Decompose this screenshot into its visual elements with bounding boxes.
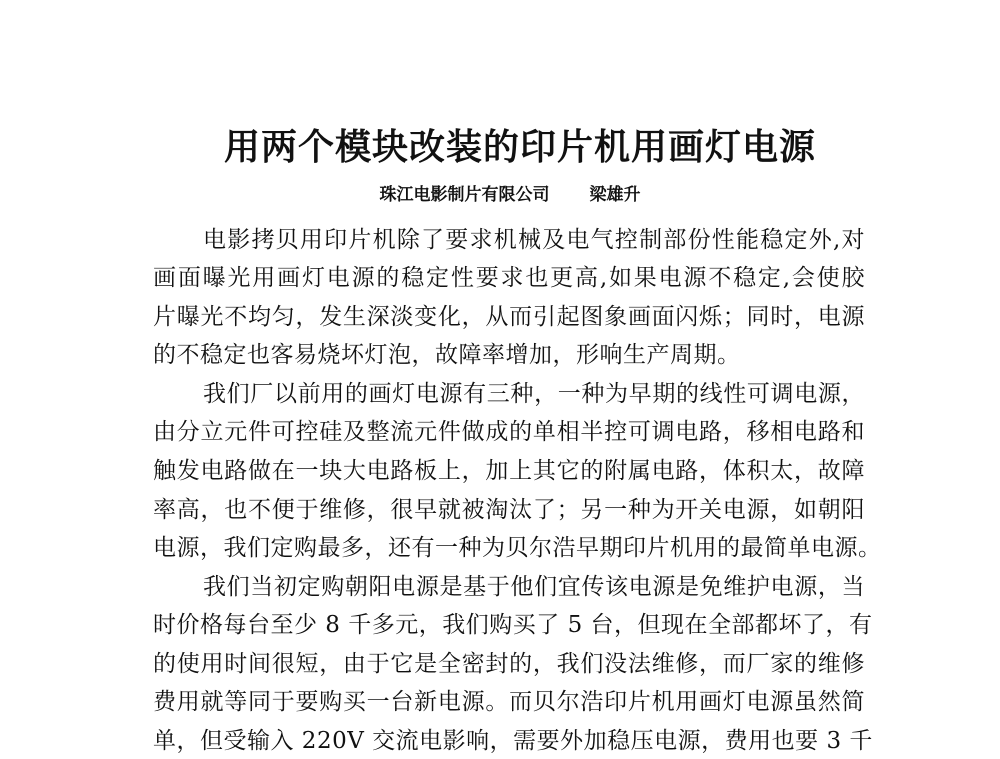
paragraph-2-line-3: 触发电路做在一块大电路板上，加上其它的附属电路，体积太，故障 xyxy=(153,458,865,484)
paragraph-1-line-4: 的不稳定也客易烧坏灯泡，故障率增加，形响生产周期。 xyxy=(153,342,741,368)
paragraph-3-line-2: 时价格每台至少 8 千多元，我们购买了 5 台，但现在全部都坏了，有 xyxy=(153,612,873,638)
author-affiliation: 珠江电影制片有限公司 xyxy=(379,185,550,205)
author-name: 梁雄升 xyxy=(589,185,641,205)
paragraph-2-line-4: 率高，也不便于维修，很早就被淘汰了；另一种为开关电源，如朝阳 xyxy=(153,497,865,523)
paragraph-2-line-2: 由分立元件可控硅及整流元件做成的单相半控可调电路，移相电路和 xyxy=(153,419,865,445)
paragraph-3-line-3: 的使用时间很短，由于它是全密封的，我们没法维修，而厂家的维修 xyxy=(153,651,865,677)
paragraph-3-line-5: 单，但受输入 220V 交流电影响，需要外加稳压电源，费用也要 3 千 xyxy=(153,728,873,754)
paragraph-3-line-1: 我们当初定购朝阳电源是基于他们宜传该电源是免维护电源，当 xyxy=(203,574,865,600)
paragraph-2-line-5: 电源，我们定购最多，还有一种为贝尔浩早期印片机用的最简单电源。 xyxy=(153,535,882,561)
article-title: 用两个模块改装的印片机用画灯电源 xyxy=(223,127,816,168)
paragraph-1-line-1: 电影拷贝用印片机除了要求机械及电气控制部份性能稳定外,对 xyxy=(203,227,865,253)
paragraph-3-line-4: 费用就等同于要购买一台新电源。而贝尔浩印片机用画灯电源虽然简 xyxy=(153,689,865,715)
paragraph-1-line-3: 片曝光不均匀，发生深淡变化，从而引起图象画面闪烁；同时，电源 xyxy=(153,304,865,330)
paragraph-1-line-2: 画面曝光用画灯电源的稳定性要求也更高,如果电源不稳定,会使胶 xyxy=(153,265,865,291)
byline xyxy=(150,183,870,207)
paragraph-2-line-1: 我们厂以前用的画灯电源有三种，一种为早期的线性可调电源， xyxy=(203,381,865,407)
